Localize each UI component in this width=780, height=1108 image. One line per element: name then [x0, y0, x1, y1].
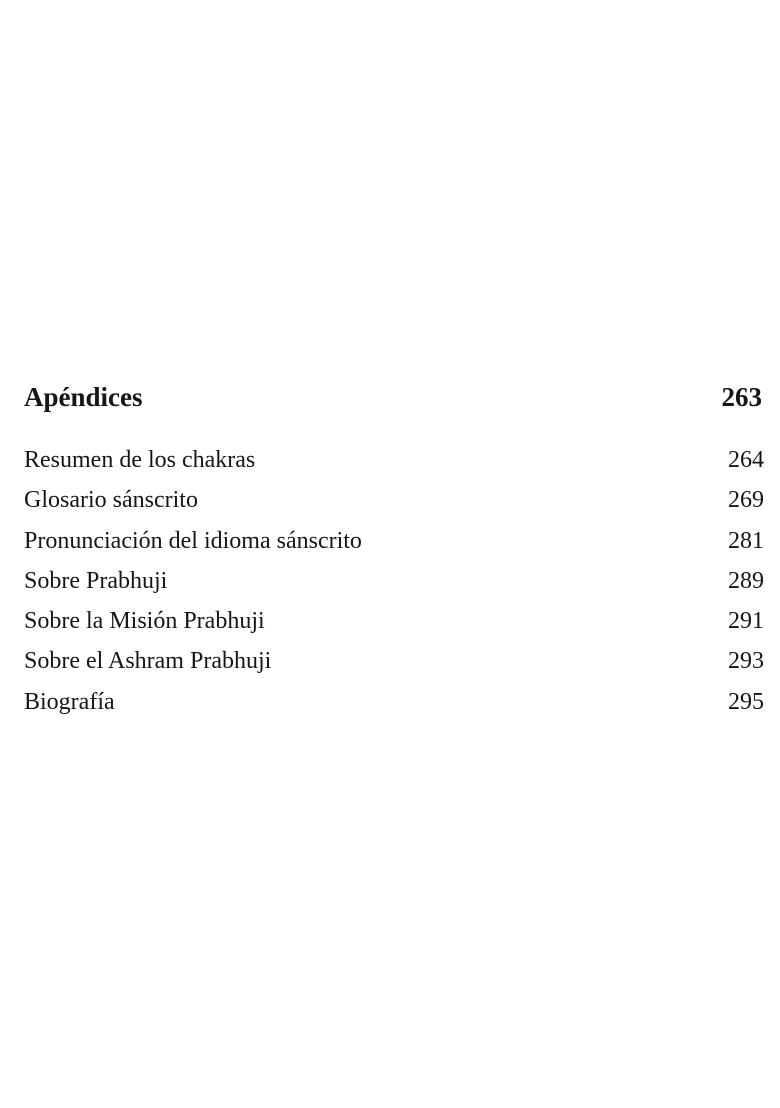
toc-entry-title: Sobre el Ashram Prabhuji	[24, 648, 272, 675]
toc-entry-title: Sobre la Misión Prabhuji	[24, 608, 265, 635]
toc-entry	[24, 561, 764, 601]
toc-entry-title: Biografía	[24, 688, 115, 715]
toc-entry	[24, 521, 764, 561]
toc-entry-list	[24, 440, 764, 722]
toc-entry-title: Resumen de los chakras	[24, 447, 256, 473]
toc-entry	[24, 480, 764, 520]
toc-entry-page: 289	[728, 567, 764, 594]
toc-entry	[24, 641, 764, 681]
toc-entry	[24, 682, 764, 722]
toc-entry-page: 293	[728, 648, 764, 675]
toc-entry-page: 295	[728, 688, 764, 715]
toc-entry-title: Pronunciación del idioma sánscrito	[24, 527, 362, 554]
toc-entry	[24, 601, 764, 641]
table-of-contents-section	[24, 376, 764, 722]
section-title: Apéndices	[24, 382, 143, 412]
toc-entry-page: 269	[728, 487, 764, 514]
toc-entry-page: 291	[728, 608, 764, 635]
section-page-number: 263	[721, 382, 762, 412]
toc-entry-title: Sobre Prabhuji	[24, 567, 168, 594]
toc-entry-page: 264	[728, 447, 764, 473]
toc-entry-title: Glosario sánscrito	[24, 487, 198, 514]
toc-entry	[24, 440, 764, 480]
toc-entry-page: 281	[728, 527, 764, 554]
section-heading	[24, 376, 764, 418]
